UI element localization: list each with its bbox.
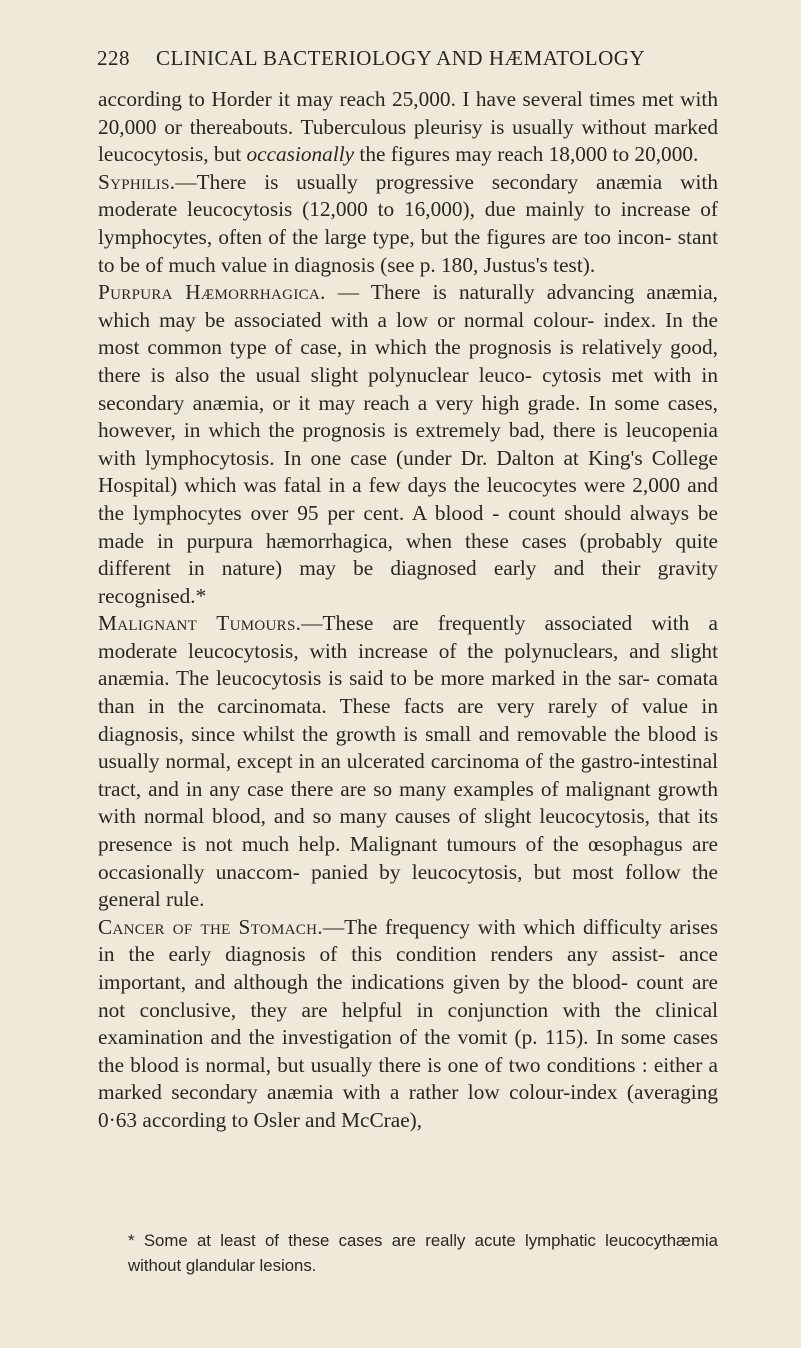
- footnote-text: * Some at least of these cases are really acute lymphatic leucocythæmia without glandular lesions.: [128, 1231, 718, 1275]
- paragraph-malignant-tumours: Malignant Tumours.—These are frequently associated with a moderate leucocytosis, with increase of the polynuclears, and slight anæmia. The leucocytosis is said to be more marked in the sar- comata than in the carcinomata. These facts are very rarely of value in diagnosis, since whilst the growth is small and removable the blood is usually normal, except in an ulcerated carcinoma of the gastro-intestinal tract, and in any case there are so many examples of malignant growth with normal blood, and so many causes of slight leucocytosis, that its presence is not much help. Malignant tumours of the œsophagus are occasionally unaccom- panied by leucocytosis, but most follow the general rule.: [98, 611, 718, 912]
- page-number: 228: [97, 46, 130, 70]
- section-heading: Purpura Hæmorrhagica.: [98, 280, 326, 305]
- paragraph-purpura: Purpura Hæmorrhagica. — There is naturally advancing anæmia, which may be associated with a low or normal colour- index. In the most common type of case, in which the prognosis is relatively good, there is also the usual slight polynuclear leuco- cytosis met with in secondary anæmia, or it may reach a very high grade. In some cases, however, in which the prognosis is extremely bad, there is leucopenia with lymphocytosis. In one case (under Dr. Dalton at King's College Hospital) which was fatal in a few days the leucocytes were 2,000 and the lymphocytes over 95 per cent. A blood - count should always be made in purpura hæmorrhagica, when these cases (probably quite different in nature) may be diagnosed early and their gravity recognised.*: [98, 280, 719, 608]
- footnote: [98, 1228, 718, 1278]
- page-header: [97, 46, 717, 71]
- section-heading: Cancer of the Stomach.: [98, 914, 323, 939]
- paragraph-cancer-stomach: Cancer of the Stomach.—The frequency with which difficulty arises in the early diagnosis of this condition renders any assist- ance important, and although the indications given by the blood- count are not conclusive, they are helpful in conjunction with the clinical examination and the investigation of the vomit (p. 115). In some cases the blood is normal, but usually there is one of two conditions : either a marked secondary anæmia with a rather low colour-index (averaging 0·63 according to Osler and McCrae),: [98, 914, 718, 1132]
- running-title: CLINICAL BACTERIOLOGY AND HÆMATOLOGY: [156, 46, 646, 70]
- paragraph-tuberculous-pleurisy: according to Horder it may reach 25,000. I have several times met with 20,000 or thereabouts. Tuberculous pleurisy is usually without marked leucocytosis, but occasionally the figures may reach 18,000 to 20,000.: [98, 87, 718, 167]
- italic-word: occasionally: [246, 142, 355, 167]
- section-heading: Syphilis.: [98, 169, 176, 194]
- paragraph-syphilis: Syphilis.—There is usually progressive secondary anæmia with moderate leucocytosis (12,000 to 16,000), due mainly to increase of lymphocytes, often of the large type, but the figures are too incon- stant to be of much value in diagnosis (see p. 180, Justus's test).: [98, 169, 718, 277]
- section-heading: Malignant Tumours.: [98, 611, 302, 636]
- body-text: [98, 86, 718, 1135]
